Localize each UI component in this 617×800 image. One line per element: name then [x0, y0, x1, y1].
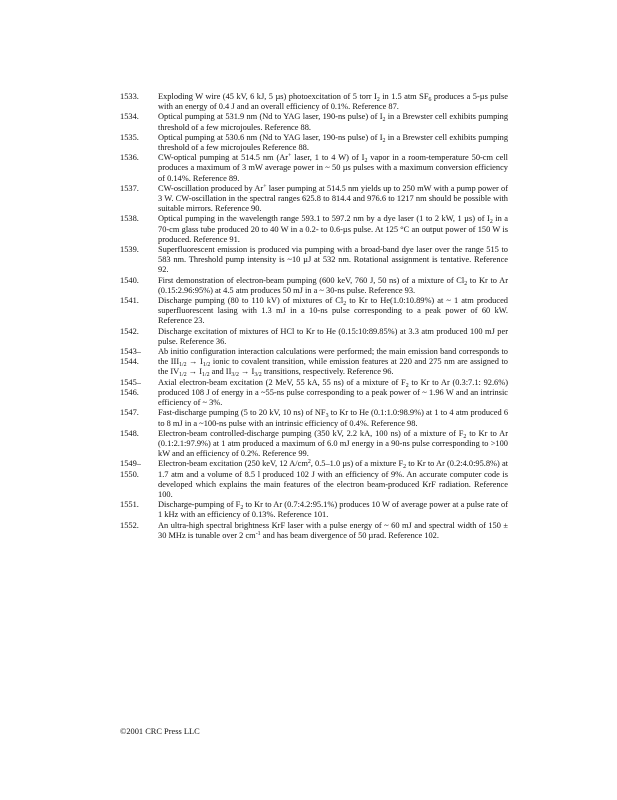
entry-text: Discharge-pumping of $F_2$ to Kr to Ar (0.7:4.2:95.1%) produces 10 W of average power at a pulse rate of 1 kHz with an efficiency of 0.13%. Reference 101. — [158, 500, 508, 520]
entry-number: 1536. — [120, 153, 139, 163]
copyright-footer: ©2001 CRC Press LLC — [120, 727, 200, 736]
entry-number: 1533. — [120, 92, 139, 101]
entry-text: Optical pumping at 531.9 nm (Nd to YAG laser, 190-ns pulse) of $I_2$ in a Brewster cell exhibits pumping threshold of a few microjoules. Reference 88. — [158, 112, 509, 132]
entry-text: Discharge excitation of mixtures of HCl to Kr to He (0.15:10:89.85%) at 3.3 atm produced 100 mJ per pulse. Reference 36. — [158, 326, 508, 346]
reference-entry-list — [120, 92, 508, 541]
list-item — [120, 500, 508, 520]
entry-number: 1541. — [120, 296, 139, 306]
entry-text: First demonstration of electron-beam pumping (600 keV, 760 J, 50 ns) of a mixture of $Cl_2$ to Kr to Ar (0.15:2.96:95%) at 4.5 atm produces 50 mJ in a ~ 30-ns pulse. Reference 93. — [158, 275, 508, 295]
entry-text: CW-oscillation produced by Ar+ laser pumping at 514.5 nm yields up to 250 mW with a pump power of 3 W. CW-oscillation in the spectral ranges 625.8 to 814.4 and 976.6 to 1217 nm should be possible with suitable mirrors. Reference 90. — [158, 183, 508, 214]
list-item — [120, 184, 508, 215]
entry-text: Discharge pumping (80 to 110 kV) of mixtures of $Cl_2$ to Kr to He(1.0:10.89%) at ~ 1 atm produced superfluorescent lasing with 1.3 mJ in a 10-ns pulse corresponding to a peak power of 60 kW. Reference 23. — [158, 296, 508, 326]
list-item — [120, 347, 508, 378]
entry-number: 1535. — [120, 132, 139, 142]
entry-number: 1540. — [120, 275, 139, 285]
list-item — [120, 429, 508, 460]
entry-text: Axial electron-beam excitation (2 MeV, 55 kA, 55 ns) of a mixture of $F_2$ to Kr to Ar (0.3:7.1: 92.6%) produced 108 J of energy in a ~55-ns pulse corresponding to a peak power of ~ 1.96 W and an intrinsic efficiency of ~ 3%. — [158, 377, 508, 408]
entry-number: 1551. — [120, 500, 139, 510]
list-item — [120, 521, 508, 541]
entry-number: 1545– 1546. — [120, 377, 141, 397]
entry-text: Electron-beam excitation (250 keV, 12 $A/cm^2$, 0.5–1.0 µs) of a mixture $F_2$ to Kr to Ar (0.2:4.0:95.8%) at 1.7 atm and a volume of 8.5 l produced 102 J with an efficiency of 9%. An accurate computer code is developed which explains the main features of the electron beam-produced KrF radiation. Reference 100. — [158, 459, 509, 499]
entry-number: 1538. — [120, 214, 139, 224]
entry-text: Optical pumping in the wavelength range 593.1 to 597.2 nm by a dye laser (1 to 2 kW, 1 µs) of $I_2$ in a 70-cm glass tube produced 20 to 40 W in a 0.2- to 0.6-µs pulse. At 125 °C an output power of 150 W is produced. Reference 91. — [158, 214, 508, 244]
entry-number: 1548. — [120, 428, 139, 438]
list-item — [120, 296, 508, 327]
entry-text: Optical pumping at 530.6 nm (Nd to YAG laser, 190-ns pulse) of $I_2$ in a Brewster cell exhibits pumping threshold of a few microjoules Reference 88. — [158, 132, 509, 153]
entry-number: 1542. — [120, 326, 139, 336]
list-item — [120, 92, 508, 112]
list-item — [120, 378, 508, 409]
entry-number: 1537. — [120, 183, 139, 193]
entry-number: 1549– 1550. — [120, 459, 141, 479]
entry-number: 1543– 1544. — [120, 347, 141, 367]
list-item — [120, 245, 508, 276]
list-item — [120, 327, 508, 347]
entry-text: An ultra-high spectral brightness KrF laser with a pulse energy of ~ 60 mJ and spectral width of 150 ± 30 MHz is tunable over 2 $cm^{-1}$ and has beam divergence of 50 µrad. Reference 102. — [158, 520, 508, 540]
entry-text: Electron-beam controlled-discharge pumping (350 kV, 2.2 kA, 100 ns) of a mixture of $F_2$ to Kr to Ar (0.1:2.1:97.9%) at 1 atm produced a maximum of 6.0 mJ energy in a 90-ns pulse corresponding to >100 kW and an efficiency of 0.2%. Reference 99. — [158, 428, 508, 459]
list-item — [120, 133, 508, 153]
list-item — [120, 153, 508, 184]
entry-number: 1539. — [120, 245, 139, 255]
entry-text: Fast-discharge pumping (5 to 20 kV, 10 ns) of $NF_3$ to Kr to He (0.1:1.0:98.9%) at 1 to 4 atm produced 6 to 8 mJ in a ~100-ns pulse with an intrinsic efficiency of 0.4%. Reference 98. — [158, 408, 509, 428]
entry-text: CW-optical pumping at 514.5 nm (Ar+ laser, 1 to 4 W) of $I_2$ vapor in a room-temperature 50-cm cell produces a maximum of 3 mW average power in ~ 50 µs pulses with a maximum conversion efficiency of 0.14%. Reference 89. — [158, 153, 509, 183]
list-item — [120, 408, 508, 428]
entry-text: Ab initio configuration interaction calculations were performed; the main emission band corresponds to the $III_{1/2} \to I_{1/2}$ ionic to covalent transition, while emission features at 220 and 275 nm are assigned to the $IV_{1/2} \to I_{1/2}$ and $II_{3/2} \to I_{3/2}$ transitions, respectively. Reference 96. — [158, 347, 508, 379]
entry-text: Exploding W wire (45 kV, 6 kJ, 5 µs) photoexcitation of 5 torr $I_2$ in 1.5 atm $SF_6$ produces a 5-µs pulse with an energy of 0.4 J and an overall efficiency of 0.1%. Reference 87. — [158, 92, 508, 112]
list-item — [120, 459, 508, 500]
entry-number: 1547. — [120, 408, 139, 418]
entry-number: 1552. — [120, 520, 139, 530]
list-item — [120, 214, 508, 245]
list-item — [120, 112, 508, 132]
entry-text: Superfluorescent emission is produced via pumping with a broad-band dye laser over the range 515 to 583 nm. Threshold pump intensity is ~10 µJ at 532 nm. Rotational assignment is tentative. Reference 92. — [158, 245, 508, 275]
list-item — [120, 276, 508, 296]
entry-number: 1534. — [120, 112, 139, 122]
